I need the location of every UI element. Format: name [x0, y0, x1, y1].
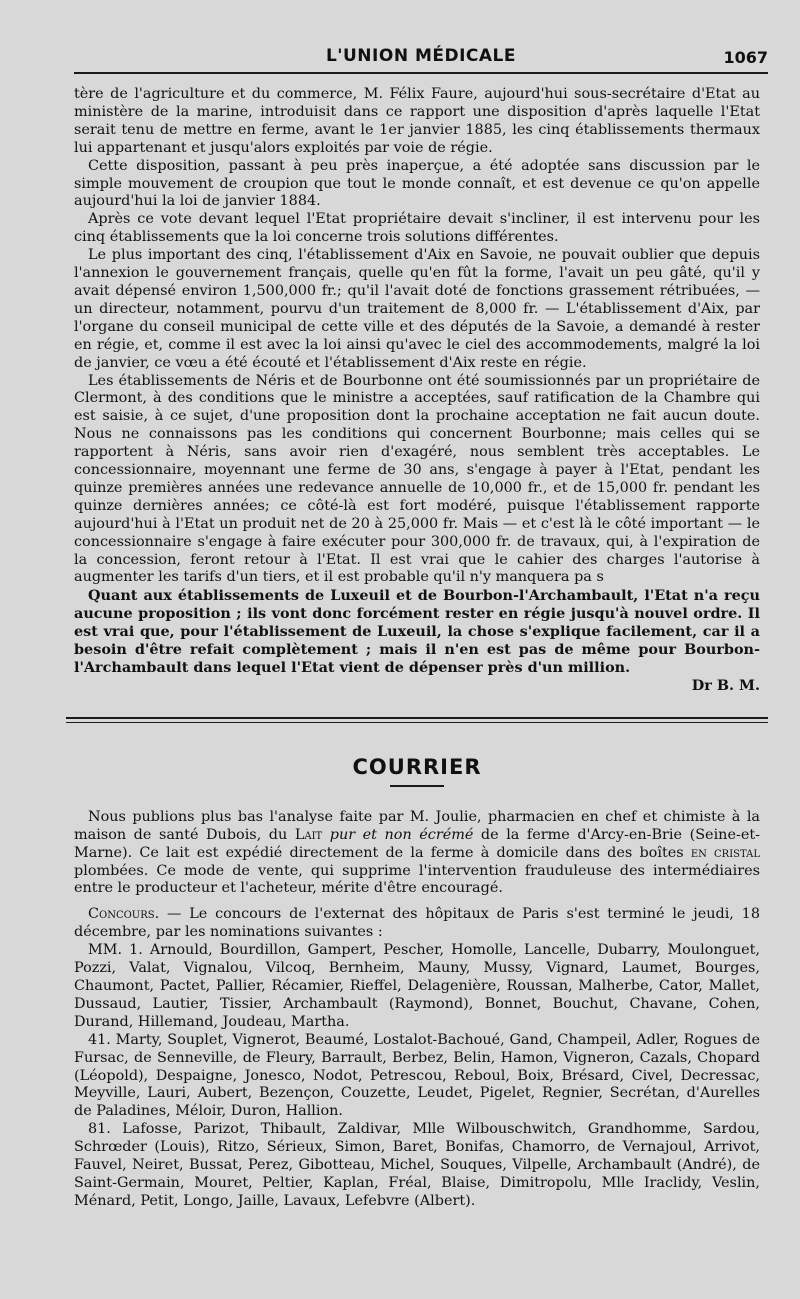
lait-word: Lait [294, 826, 323, 843]
lait-qualifier: pur et non écrémé [322, 826, 474, 843]
article-paragraph: Les établissements de Néris et de Bourbonne ont été soumissionnés par un propriétaire de Clermont, à des conditions que le ministre a acceptées, sauf ratification de la Chambre qui est saisie, à ce sujet, d'une proposition dont la prochaine acceptation ne fait aucun doute. Nous ne connaissons pas les conditions qui concernent Bourbonne; mais celles qui se rapportent à Néris, sans avoir rien d'exagéré, nous semblent très acceptables. Le concessionnaire, moyennant une ferme de 30 ans, s'engage à payer à l'Etat, pendant les quinze premières années une redevance annuelle de 10,000 fr., et de 15,000 fr. pendant les quinze dernières années; ce côté-là est fort modéré, puisque l'établissement rapporte aujourd'hui à l'Etat un produit net de 20 à 25,000 fr. Mais — et c'est là le côté important — le concessionnaire s'engage à faire exécuter pour 300,000 fr. de travaux, qui, à l'expiration de la concession, feront retour à l'Etat. Il est vrai que le cahier des charges l'autorise à augmenter les tarifs d'un tiers, et il est probable qu'il n'y manquera pa s [74, 372, 760, 586]
intro-text: Nous publions plus bas l'analyse faite par M. Joulie, pharmacien en chef et chimiste à la maison de santé Dubois, du [74, 808, 760, 843]
en-cristal: en cristal [690, 844, 760, 861]
section-divider [66, 717, 768, 723]
nominations-list [74, 942, 760, 1211]
courrier-intro [74, 809, 760, 899]
concours-paragraph [74, 906, 760, 942]
title-underline [390, 785, 444, 787]
section-title: COURRIER [352, 754, 482, 779]
article-paragraph: tère de l'agriculture et du commerce, M. Félix Faure, aujourd'hui sous-secrétaire d'Etat au ministère de la marine, introduisit dans ce rapport une disposition d'après laquelle l'Etat serait tenu de mettre en ferme, avant le 1er janvier 1885, les cinq établissements thermaux lui appartenant et jusqu'alors exploités par voie de régie. [74, 86, 760, 156]
concours-text: — Le concours de l'externat des hôpitaux de Paris s'est terminé le jeudi, 18 décembre, par les nominations suivantes : [74, 906, 760, 941]
intro-text-3: plombées. Ce mode de vente, qui supprime l'intervention frauduleuse des intermédiaires entre le producteur et l'acheteur, mérite d'être encouragé. [74, 862, 760, 897]
nominations-group: 81. Lafosse, Parizot, Thibault, Zaldivar, Mlle Wilbouschwitch, Grandhomme, Sardou, Schrœder (Louis), Ritzo, Sérieux, Simon, Baret, Bonifas, Chamorro, de Vernajoul, Arrivot, Fauvel, Neiret, Bussat, Perez, Gibotteau, Michel, Souques, Vilpelle, Archambault (André), de Saint-Germain, Mouret, Peltier, Kaplan, Fréal, Blaise, Dimitropolu, Mlle Iraclidy, Veslin, Ménard, Petit, Longo, Jaille, Lavaux, Lefebvre (Albert). [74, 1121, 760, 1209]
running-header [74, 40, 768, 74]
article-bold-paragraph: Quant aux établissements de Luxeuil et de Bourbon-l'Archambault, l'Etat n'a reçu aucune proposition ; ils vont donc forcément rester en régie jusqu'à nouvel ordre. Il est vrai que, pour l'établissement de Luxeuil, la chose s'explique facilement, car il a besoin d'être refait complètement ; mais il n'en est pas de même pour Bourbon-l'Archambault dans lequel l'Etat vient de dépenser près d'un million. [74, 587, 760, 676]
article-paragraph: Le plus important des cinq, l'établissement d'Aix en Savoie, ne pouvait oublier que depuis l'annexion le gouvernement français, quelle qu'en fût la forme, l'avait un peu gâté, qu'il y avait dépensé environ 1,500,000 fr.; qu'il l'avait doté de fonctions grassement rétribuées, — un directeur, notamment, pourvu d'un traitement de 8,000 fr. — L'établissement d'Aix, par l'organe du conseil municipal de cette ville et des députés de la Savoie, a demandé à rester en régie, et, comme il est avec la loi ainsi qu'avec le ciel des accommodements, malgré la loi de janvier, ce vœu a été écouté et l'établissement d'Aix reste en régie. [74, 247, 760, 371]
author-signature: Dr B. M. [691, 676, 760, 694]
article-paragraph: Cette disposition, passant à peu près inaperçue, a été adoptée sans discussion par le simple mouvement de croupion que tout le monde connaît, et est devenue ce qu'on appelle aujourd'hui la loi de janvier 1884. [74, 157, 760, 210]
journal-title: L'UNION MÉDICALE [325, 46, 517, 66]
nominations-group: 41. Marty, Souplet, Vignerot, Beaumé, Lostalot-Bachoué, Gand, Champeil, Adler, Rogues de Fursac, de Senneville, de Fleury, Barrault, Berbez, Belin, Hamon, Vigneron, Cazals, Chopard (Léopold), Despaigne, Jonesco, Nodot, Petrescou, Reboul, Boix, Brésard, Civel, Decressac, Meyville, Lauri, Aubert, Bezençon, Couzette, Leudet, Pigelet, Regnier, Secrétan, d'Aurelles de Paladines, Méloir, Duron, Hallion. [74, 1031, 760, 1120]
article-body [74, 86, 760, 695]
page-number: 1067 [723, 48, 768, 67]
intro-text-2: de la ferme d'Arcy-en-Brie (Seine-et-Marne). Ce lait est expédié directement de la ferme à domicile dans des boîtes [74, 826, 760, 861]
courrier-body [74, 809, 760, 1211]
concours-label: Concours. [88, 906, 160, 923]
article-paragraph: Après ce vote devant lequel l'Etat propriétaire devait s'incliner, il est intervenu pour les cinq établissements que la loi concerne trois solutions différentes. [74, 211, 760, 246]
nominations-group: MM. 1. Arnould, Bourdillon, Gampert, Pescher, Homolle, Lancelle, Dubarry, Moulonguet, Pozzi, Valat, Vignalou, Vilcoq, Bernheim, Mauny, Mussy, Vignard, Laumet, Bourges, Chaumont, Pactet, Pallier, Récamier, Rieffel, Delagenière, Roussan, Malherbe, Cator, Mallet, Dussaud, Lautier, Tissier, Archambault (Raymond), Bonnet, Bouchut, Chavane, Cohen, Durand, Hillemand, Joudeau, Martha. [74, 942, 760, 1030]
